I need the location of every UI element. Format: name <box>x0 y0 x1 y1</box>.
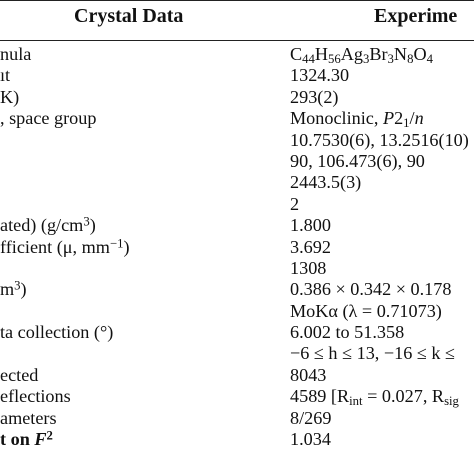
table-row <box>0 237 474 258</box>
row-label: ated) $(g/cm^3)$ <box>0 214 96 236</box>
table-row <box>0 130 474 151</box>
row-value: 293(2) <box>290 86 339 107</box>
table-row <box>0 322 474 343</box>
row-value: 10.7530(6), 13.2516(10) <box>290 129 469 150</box>
header-rule <box>0 40 474 41</box>
row-label: K) <box>0 86 20 107</box>
row-value: MoKα (λ = 0.71073) <box>290 300 442 321</box>
table-row <box>0 279 474 300</box>
table-row <box>0 151 474 172</box>
table-row <box>0 408 474 429</box>
table-row <box>0 301 474 322</box>
row-value: 2 <box>290 193 300 214</box>
row-value: 1.800 <box>290 215 331 236</box>
table-row <box>0 44 474 65</box>
row-value: 90, 106.473(6), 90 <box>290 150 425 171</box>
row-label: , space group <box>0 108 97 129</box>
table-row <box>0 365 474 386</box>
row-value: 2443.5(3) <box>290 172 362 193</box>
table-row <box>0 172 474 193</box>
table-row <box>0 386 474 407</box>
row-label: ected <box>0 364 39 385</box>
row-value: 3.692 <box>290 236 331 257</box>
table-row <box>0 258 474 279</box>
row-label: t on $F^2$ <box>0 428 53 450</box>
row-value: −6 ≤ h ≤ 13, −16 ≤ k ≤ <box>290 343 456 364</box>
row-value: 6.002 to 51.358 <box>290 322 405 343</box>
table-row <box>0 65 474 86</box>
row-label: nula <box>0 44 32 64</box>
row-label: ameters <box>0 407 57 428</box>
row-label: eflections <box>0 386 71 407</box>
row-label: ıt <box>0 65 11 86</box>
row-label: $m^3$) <box>0 278 27 300</box>
table-row <box>0 215 474 236</box>
table-row <box>0 343 474 364</box>
table-row <box>0 194 474 215</box>
table-row <box>0 87 474 108</box>
row-value: Monoclinic, $P2_1/n$ <box>290 108 424 131</box>
row-label: fficient (μ, $mm^{-1}$) <box>0 235 130 257</box>
row-value: 8/269 <box>290 407 332 428</box>
top-rule <box>0 0 474 1</box>
row-value: 8043 <box>290 364 327 385</box>
header-crystal-data: Crystal Data <box>74 5 184 27</box>
header-experimental: Experime <box>374 5 458 27</box>
table-row <box>0 108 474 129</box>
row-label: ta collection (°) <box>0 322 114 343</box>
row-value: $C_{44}H_{56}Ag_3Br_3N_8O_4$ <box>290 44 433 67</box>
table-row <box>0 429 474 450</box>
table-body <box>0 44 474 450</box>
row-value: 4589 [$R_{int} = 0.027$, $R_{sig}$ <box>290 386 459 409</box>
row-value: 0.386 × 0.342 × 0.178 <box>290 279 452 300</box>
row-value: 1324.30 <box>290 65 350 86</box>
row-value: 1.034 <box>290 429 331 450</box>
row-value: 1308 <box>290 257 327 278</box>
